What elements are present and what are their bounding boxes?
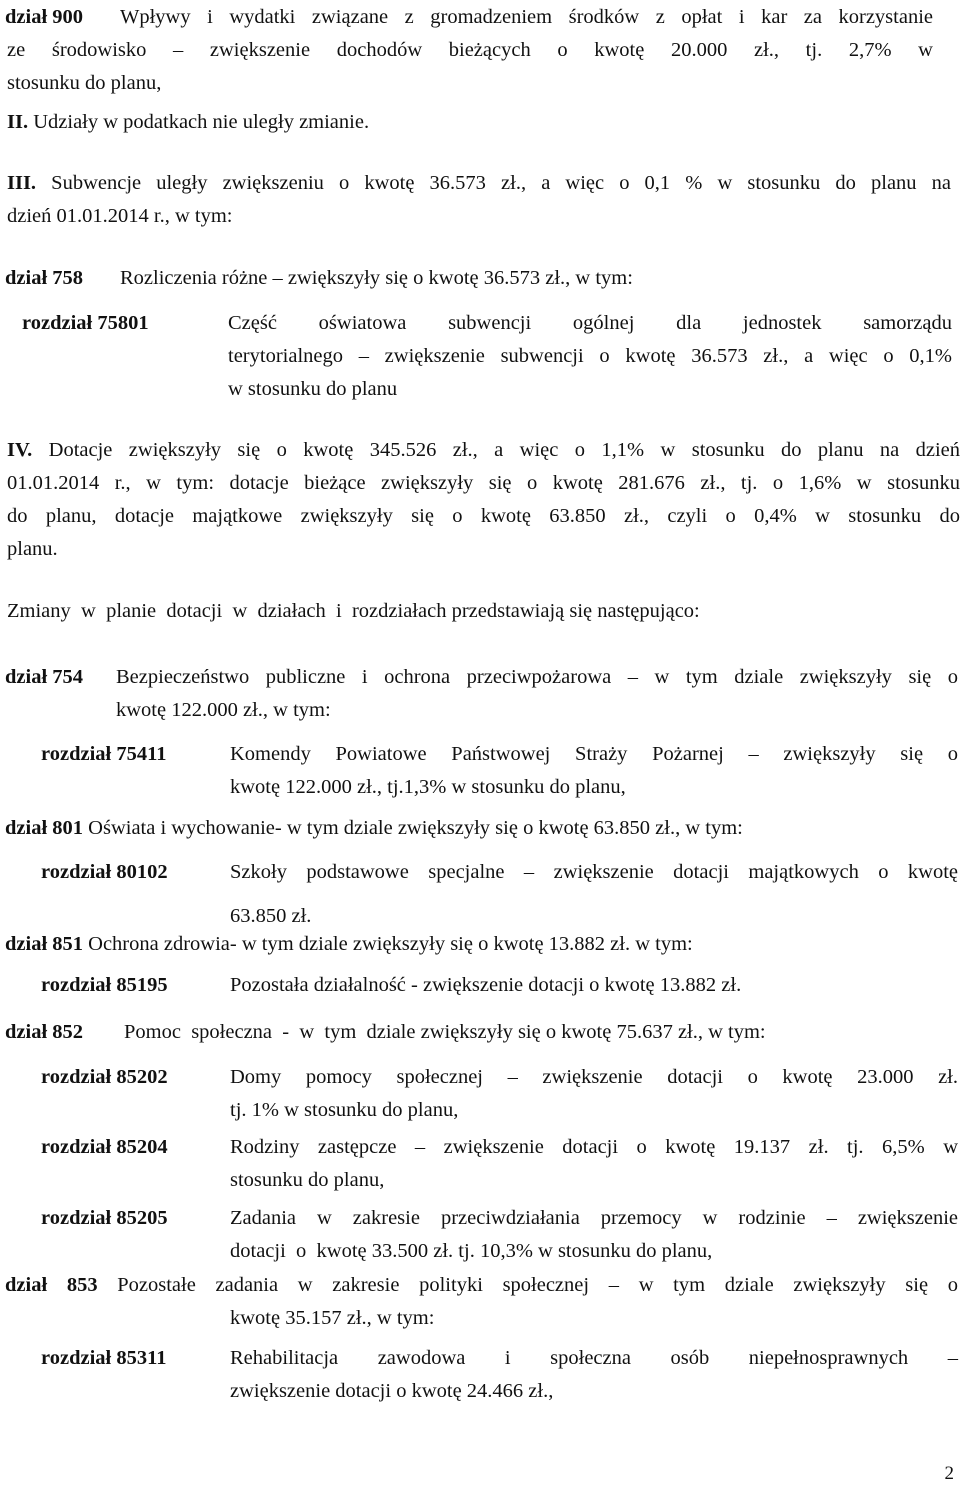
section-iii-line2: dzień 01.01.2014 r., w tym: xyxy=(7,205,233,227)
dzial-852-text: Pomoc społeczna - w tym dziale zwiększyły się o kwotę 75.637 zł., w tym: xyxy=(124,1021,766,1043)
dzial-851-text: Ochrona zdrowia- w tym dziale zwiększyły się o kwotę 13.882 zł. w tym: xyxy=(83,933,693,955)
section-ii-text: Udziały w podatkach nie uległy zmianie. xyxy=(28,111,370,133)
rozdzial-75801-line1: Część oświatowa subwencji ogólnej dla jednostek samorządu xyxy=(228,312,952,334)
rozdzial-80102-label: rozdział 80102 xyxy=(41,861,168,883)
dzial-853-line1 xyxy=(5,1268,958,1302)
rozdzial-80102-line1: Szkoły podstawowe specjalne – zwiększenie dotacji majątkowych o kwotę xyxy=(230,861,958,883)
section-iii-number: III. xyxy=(7,172,37,194)
dzial-900-line1: Wpływy i wydatki związane z gromadzeniem środków z opłat i kar za korzystanie xyxy=(120,6,933,28)
rozdzial-75801-line2: terytorialnego – zwiększenie subwencji o kwotę 36.573 zł., a więc o 0,1% xyxy=(228,345,952,367)
rozdzial-85311-label: rozdział 85311 xyxy=(41,1347,167,1369)
dzial-801 xyxy=(5,811,743,845)
section-iii-line1 xyxy=(7,166,951,200)
section-iv-line2: 01.01.2014 r., w tym: dotacje bieżące zwiększyły się o kwotę 281.676 zł., tj. o 1,6% w stosunku xyxy=(7,472,960,494)
intro-text: Zmiany w planie dotacji w działach i rozdziałach przedstawiają się następująco: xyxy=(7,600,700,622)
rozdzial-85204-label: rozdział 85204 xyxy=(41,1136,168,1158)
dzial-853-label: dział 853 xyxy=(5,1274,98,1296)
dzial-852-label: dział 852 xyxy=(5,1021,84,1043)
rozdzial-85205-line2: dotacji o kwotę 33.500 zł. tj. 10,3% w stosunku do planu, xyxy=(230,1240,713,1262)
rozdzial-85202-line1: Domy pomocy społecznej – zwiększenie dotacji o kwotę 23.000 zł. xyxy=(230,1066,958,1088)
section-iv-text: Dotacje zwiększyły się o kwotę 345.526 zł., a więc o 1,1% w stosunku do planu na dzień xyxy=(32,439,960,461)
dzial-853-text: Pozostałe zadania w zakresie polityki społecznej – w tym dziale zwiększyły się o xyxy=(97,1274,958,1296)
dzial-851 xyxy=(5,927,693,961)
rozdzial-85204-line1: Rodziny zastępcze – zwiększenie dotacji o kwotę 19.137 zł. tj. 6,5% w xyxy=(230,1136,958,1158)
rozdzial-75411-line1: Komendy Powiatowe Państwowej Straży Pożarnej – zwiększyły się o xyxy=(230,743,958,765)
rozdzial-85202-line2: tj. 1% w stosunku do planu, xyxy=(230,1099,459,1121)
rozdzial-85204-line2: stosunku do planu, xyxy=(230,1169,385,1191)
section-iv-number: IV. xyxy=(7,439,33,461)
dzial-853-line2: kwotę 35.157 zł., w tym: xyxy=(230,1307,435,1329)
rozdzial-85311-line2: zwiększenie dotacji o kwotę 24.466 zł., xyxy=(230,1380,554,1402)
dzial-900-label: dział 900 xyxy=(5,6,84,28)
rozdzial-75801-line3: w stosunku do planu xyxy=(228,378,398,400)
dzial-754-line1: Bezpieczeństwo publiczne i ochrona przeciwpożarowa – w tym dziale zwiększyły się o xyxy=(116,666,958,688)
rozdzial-75411-line2: kwotę 122.000 zł., tj.1,3% w stosunku do planu, xyxy=(230,776,626,798)
rozdzial-85202-label: rozdział 85202 xyxy=(41,1066,168,1088)
rozdzial-85195-label: rozdział 85195 xyxy=(41,974,168,996)
dzial-754-line2: kwotę 122.000 zł., w tym: xyxy=(116,699,331,721)
dzial-801-label: dział 801 xyxy=(5,817,84,839)
dzial-758-text: Rozliczenia różne – zwiększyły się o kwotę 36.573 zł., w tym: xyxy=(120,267,633,289)
dzial-851-label: dział 851 xyxy=(5,933,84,955)
rozdzial-85195-text: Pozostała działalność - zwiększenie dotacji o kwotę 13.882 zł. xyxy=(230,974,742,996)
section-iii-text: Subwencje uległy zwiększeniu o kwotę 36.573 zł., a więc o 0,1 % w stosunku do planu na xyxy=(36,172,951,194)
dzial-900-line2: ze środowisko – zwiększenie dochodów bieżących o kwotę 20.000 zł., tj. 2,7% w xyxy=(7,39,933,61)
rozdzial-85205-line1: Zadania w zakresie przeciwdziałania przemocy w rodzinie – zwiększenie xyxy=(230,1207,958,1229)
rozdzial-75801-label: rozdział 75801 xyxy=(22,312,149,334)
rozdzial-85311-line1: Rehabilitacja zawodowa i społeczna osób niepełnosprawnych – xyxy=(230,1347,958,1369)
rozdzial-85205-label: rozdział 85205 xyxy=(41,1207,168,1229)
dzial-754-label: dział 754 xyxy=(5,666,84,688)
section-iv-line4: planu. xyxy=(7,538,58,560)
page-number: 2 xyxy=(944,1463,954,1484)
section-iv-line3: do planu, dotacje majątkowe zwiększyły się o kwotę 63.850 zł., czyli o 0,4% w stosunku do xyxy=(7,505,960,527)
section-ii-number: II. xyxy=(7,111,29,133)
section-iv-line1 xyxy=(7,433,960,467)
dzial-900-line3: stosunku do planu, xyxy=(7,72,162,94)
section-ii xyxy=(7,105,369,139)
dzial-758-label: dział 758 xyxy=(5,267,84,289)
rozdzial-80102-line2: 63.850 zł. xyxy=(230,905,312,927)
dzial-801-text: Oświata i wychowanie- w tym dziale zwiększyły się o kwotę 63.850 zł., w tym: xyxy=(83,817,743,839)
rozdzial-75411-label: rozdział 75411 xyxy=(41,743,167,765)
